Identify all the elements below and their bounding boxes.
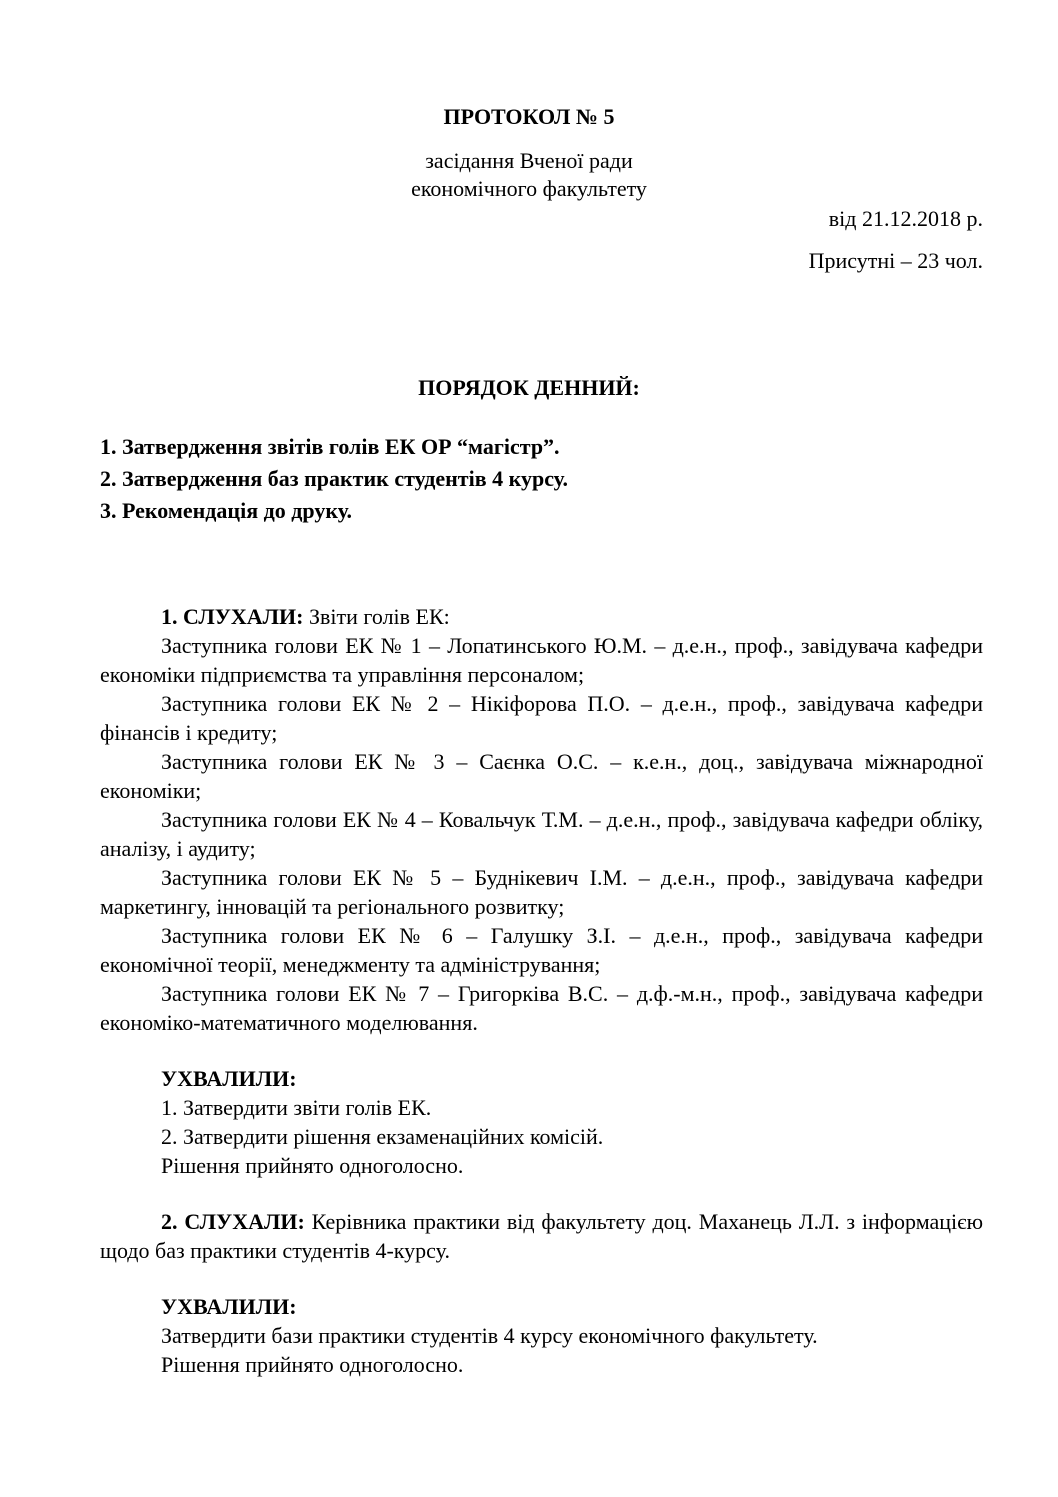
resolution-item: 2. Затвердити рішення екзаменаційних комісій. <box>161 1124 604 1149</box>
section2-heard <box>100 1207 983 1265</box>
section1-resolved-label: УХВАЛИЛИ: <box>161 1066 297 1091</box>
document-subtitle-line2: економічного факультету <box>411 176 647 201</box>
resolution-item: Рішення прийнято одноголосно. <box>161 1352 464 1377</box>
heard-label: 2. СЛУХАЛИ: <box>161 1209 305 1234</box>
report-item: Заступника голови ЕК № 2 – Нікіфорова П.О. – д.е.н., проф., завідувача кафедри фінансів і кредиту; <box>100 691 983 745</box>
report-item: Заступника голови ЕК № 7 – Григорківа В.С. – д.ф.-м.н., проф., завідувача кафедри економіко-математичного моделювання. <box>100 981 983 1035</box>
section-1 <box>100 602 983 1379</box>
resolution-item: Рішення прийнято одноголосно. <box>161 1153 464 1178</box>
report-item: Заступника голови ЕК № 3 – Саєнка О.С. – к.е.н., доц., завідувача міжнародної економіки; <box>100 749 983 803</box>
resolution-item: Затвердити бази практики студентів 4 курсу економічного факультету. <box>161 1323 818 1348</box>
attendance-count: Присутні – 23 чол. <box>808 248 983 273</box>
section1-heard <box>100 602 983 631</box>
agenda-heading: ПОРЯДОК ДЕННИЙ: <box>418 375 640 400</box>
report-item: Заступника голови ЕК № 6 – Галушку З.І. – д.е.н., проф., завідувача кафедри економічної теорії, менеджменту та адміністрування; <box>100 923 983 977</box>
heard-label: 1. СЛУХАЛИ: <box>161 604 304 629</box>
section2-resolved-label: УХВАЛИЛИ: <box>161 1294 297 1319</box>
document-subtitle-line1: засідання Вченої ради <box>425 148 633 173</box>
agenda-item: 2. Затвердження баз практик студентів 4 курсу. <box>100 466 568 491</box>
agenda-list <box>100 431 990 527</box>
document-title: ПРОТОКОЛ № 5 <box>443 104 615 129</box>
agenda-item: 1. Затвердження звітів голів ЕК ОР “магістр”. <box>100 434 560 459</box>
report-item: Заступника голови ЕК № 4 – Ковальчук Т.М. – д.е.н., проф., завідувача кафедри обліку, аналізу, і аудиту; <box>100 807 983 861</box>
agenda-item: 3. Рекомендація до друку. <box>100 498 352 523</box>
report-item: Заступника голови ЕК № 1 – Лопатинського Ю.М. – д.е.н., проф., завідувача кафедри економіки підприємства та управління персоналом; <box>100 633 983 687</box>
resolution-item: 1. Затвердити звіти голів ЕК. <box>161 1095 432 1120</box>
heard-text: Звіти голів ЕК: <box>303 604 450 629</box>
meeting-date: від 21.12.2018 р. <box>828 206 983 231</box>
heard-text: Керівника практики від факультету доц. Маханець Л.Л. з інформацією щодо баз практики студентів 4-курсу. <box>100 1209 984 1263</box>
report-item: Заступника голови ЕК № 5 – Буднікевич І.М. – д.е.н., проф., завідувача кафедри маркетингу, інновацій та регіонального розвитку; <box>100 865 983 919</box>
